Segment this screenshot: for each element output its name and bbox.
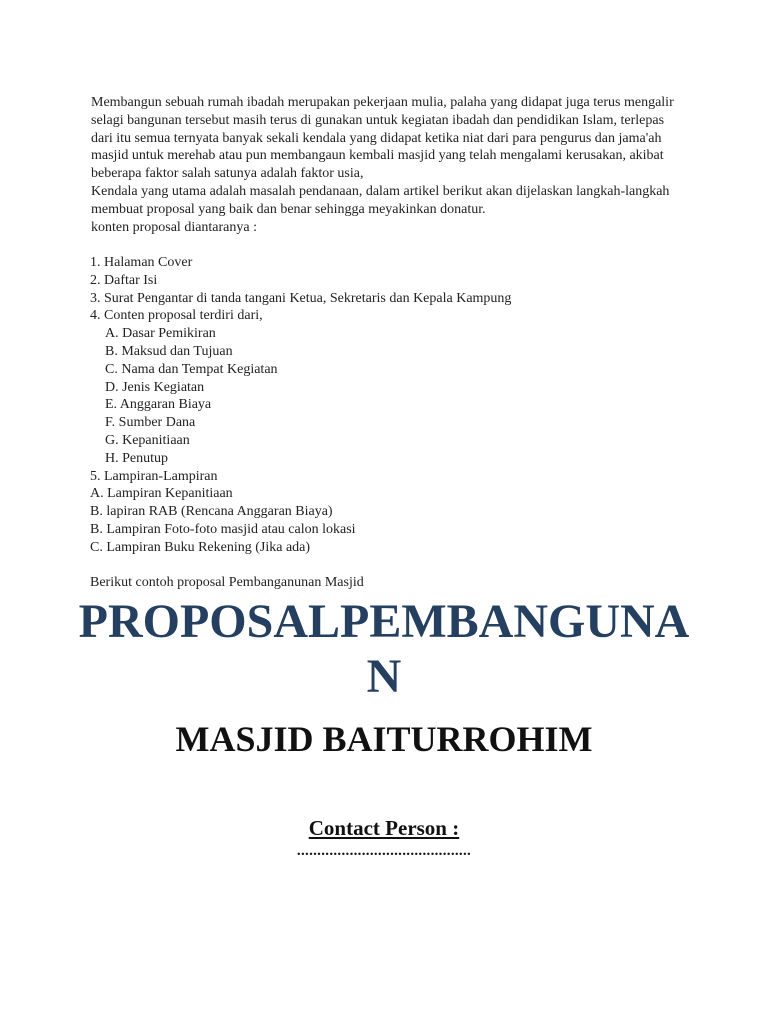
list-subitem: B. Maksud dan Tujuan <box>105 343 233 359</box>
list-subitem: D. Jenis Kegiatan <box>105 379 205 395</box>
list-item: B. lapiran RAB (Rencana Anggaran Biaya) <box>90 504 333 520</box>
list-item: 5. Lampiran-Lampiran <box>90 468 218 484</box>
contact-person-label-text: Contact Person : <box>308 816 460 840</box>
cover-title-line-2: N <box>366 650 402 703</box>
list-subitem: G. Kepanitiaan <box>105 432 190 448</box>
list-item: 4. Conten proposal terdiri dari, <box>90 308 263 324</box>
list-subitem: A. Dasar Pemikiran <box>105 326 216 342</box>
cover-subtitle: MASJID BAITURROHIM <box>175 719 593 759</box>
list-item: A. Lampiran Kepanitiaan <box>90 486 233 502</box>
list-subitem: E. Anggaran Biaya <box>105 397 212 413</box>
intro-paragraph-2: Kendala yang utama adalah masalah pendanaan, dalam artikel berikut akan dijelaskan langkah-langkah membuat proposal yang baik dan benar sehingga meyakinkan donatur. <box>91 183 670 217</box>
list-item: B. Lampiran Foto-foto masjid atau calon lokasi <box>90 521 356 537</box>
list-item: 3. Surat Pengantar di tanda tangani Ketua, Sekretaris dan Kepala Kampung <box>90 290 512 306</box>
intro-paragraph-1: Membangun sebuah rumah ibadah merupakan pekerjaan mulia, palaha yang didapat juga terus mengalir selagi bangunan tersebut masih terus di gunakan untuk kegiatan ibadah dan pendidikan Islam, terlepas dari itu semua ternyata banyak sekali kendala yang didapat ketika niat dari para pengurus dan jama'ah masjid untuk merehab atau pun membangaun kembali masjid yang telah mengalami kerusakan, akibat beberapa faktor salah satunya adalah faktor usia, <box>91 95 674 182</box>
proposal-content-list <box>90 254 690 557</box>
list-item: C. Lampiran Buku Rekening (Jika ada) <box>90 539 311 555</box>
list-subitem: C. Nama dan Tempat Kegiatan <box>105 361 278 377</box>
intro-text <box>91 94 681 236</box>
contact-person-label <box>0 814 768 842</box>
list-item: 1. Halaman Cover <box>90 255 193 270</box>
list-subitem: F. Sumber Dana <box>105 415 196 431</box>
contact-person-value: ........................................... <box>296 843 472 859</box>
cover-title-line-1: PROPOSALPEMBANGUNA <box>78 595 690 648</box>
list-subitem: H. Penutup <box>105 450 168 466</box>
intro-paragraph-3: konten proposal diantaranya : <box>91 219 258 235</box>
example-line: Berikut contoh proposal Pembanganunan Masjid <box>90 575 364 590</box>
cover-title <box>0 594 768 704</box>
list-item: 2. Daftar Isi <box>90 272 158 288</box>
